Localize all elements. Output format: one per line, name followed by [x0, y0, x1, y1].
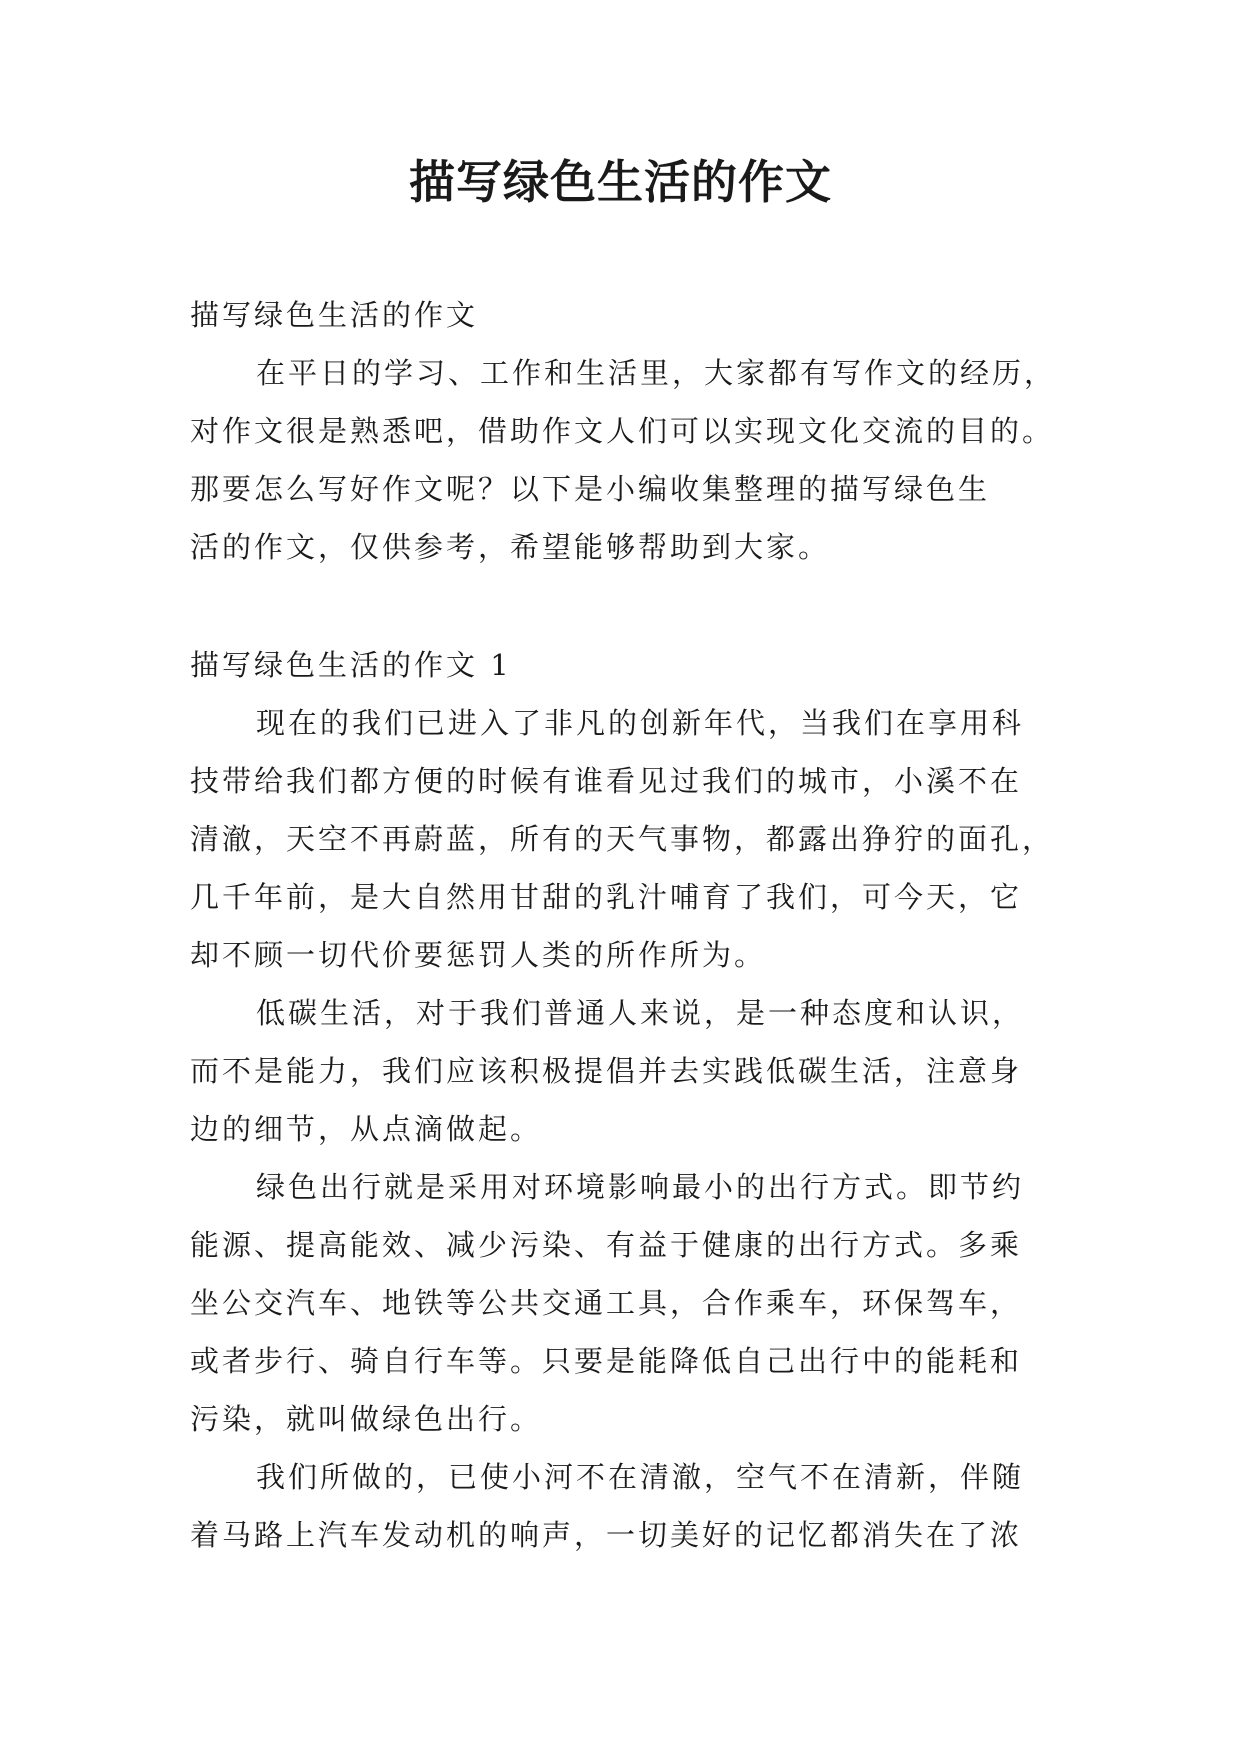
essay1-p3-line: 或者步行、骑自行车等。只要是能降低自己出行中的能耗和 [190, 1344, 1023, 1378]
essay1-p3-line: 坐公交汽车、地铁等公共交通工具，合作乘车，环保驾车， [190, 1286, 1023, 1320]
essay1-p3-line: 绿色出行就是采用对环境影响最小的出行方式。即节约 [256, 1170, 1025, 1204]
essay1-p1-line: 几千年前，是大自然用甘甜的乳汁哺育了我们，可今天，它 [190, 880, 1023, 914]
intro-line: 在平日的学习、工作和生活里，大家都有写作文的经历， [256, 356, 1057, 390]
essay1-p1-line: 却不顾一切代价要惩罚人类的所作所为。 [190, 938, 767, 972]
essay1-p1-line: 技带给我们都方便的时候有谁看见过我们的城市，小溪不在 [190, 764, 1023, 798]
intro-line: 对作文很是熟悉吧，借助作文人们可以实现文化交流的目的。 [190, 414, 1055, 448]
essay1-p1-line: 现在的我们已进入了非凡的创新年代，当我们在享用科 [256, 706, 1025, 740]
intro-line: 活的作文，仅供参考，希望能够帮助到大家。 [190, 530, 831, 564]
intro-line: 那要怎么写好作文呢？以下是小编收集整理的描写绿色生 [190, 472, 991, 506]
document-title: 描写绿色生活的作文 [409, 155, 832, 209]
essay1-p2-line: 低碳生活，对于我们普通人来说，是一种态度和认识， [256, 996, 1025, 1030]
essay1-p4-line: 我们所做的，已使小河不在清澈，空气不在清新，伴随 [256, 1460, 1025, 1494]
essay1-p2-line: 而不是能力，我们应该积极提倡并去实践低碳生活，注意身 [190, 1054, 1023, 1088]
essay1-section [190, 636, 1060, 1564]
essay1-p3-line: 污染，就叫做绿色出行。 [190, 1402, 543, 1436]
intro-section [190, 286, 1060, 576]
essay1-p2-line: 边的细节，从点滴做起。 [190, 1112, 543, 1146]
essay1-p3-line: 能源、提高能效、减少污染、有益于健康的出行方式。多乘 [190, 1228, 1023, 1262]
intro-heading: 描写绿色生活的作文 [190, 298, 479, 332]
essay1-p1-line: 清澈，天空不再蔚蓝，所有的天气事物，都露出狰狞的面孔， [190, 822, 1055, 856]
essay1-heading: 描写绿色生活的作文 1 [190, 648, 512, 682]
essay1-p4-line: 着马路上汽车发动机的响声，一切美好的记忆都消失在了浓 [190, 1518, 1023, 1552]
